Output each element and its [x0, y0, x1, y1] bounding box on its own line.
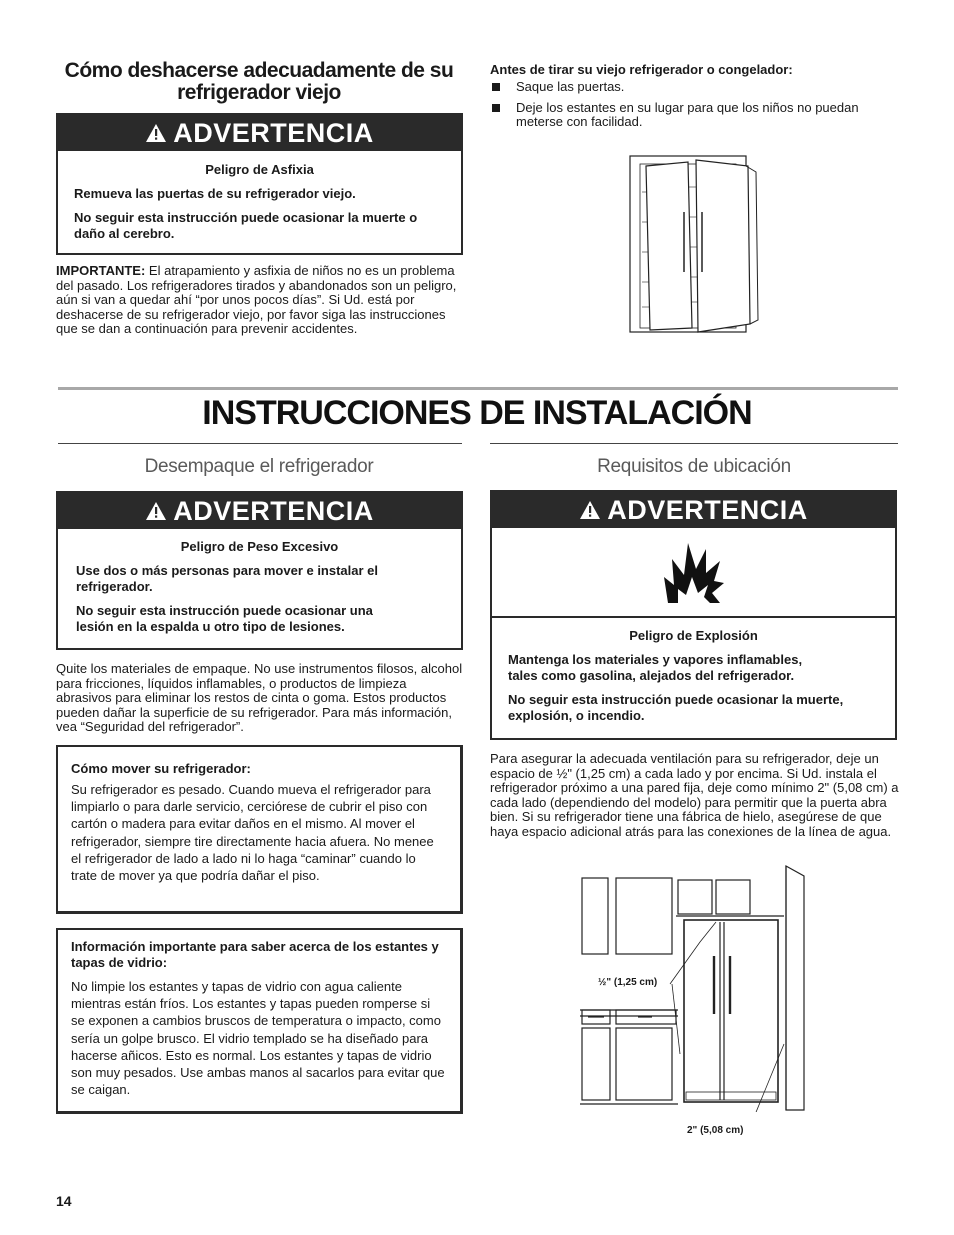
important-label: IMPORTANTE: — [56, 263, 146, 278]
warning-triangle-icon — [145, 123, 167, 143]
warning-line-2: No seguir esta instrucción puede ocasionar la muerte o daño al cerebro. — [74, 210, 418, 241]
list-item-text: Deje los estantes en su lugar para que los niños no puedan meterse con facilidad. — [516, 99, 859, 130]
warning-triangle-icon — [579, 500, 601, 520]
warning-header — [58, 115, 461, 151]
disposal-title: Cómo deshacerse adecuadamente de su refrigerador viejo — [64, 59, 454, 104]
clearance-diagram — [580, 864, 810, 1112]
important-text: El atrapamiento y asfixia de niños no es un problema del pasado. Los refrigeradores tirados y abandonados son un peligro, aún si van a quedar ahí “por unos pocos días”. Si Ud. está por deshacerse de su refrigerador viejo, por favor siga las instrucciones que se dan a continuación para prevenir accidentes. — [56, 263, 457, 337]
explosion-warning-box — [490, 490, 897, 740]
page-number: 14 — [56, 1193, 72, 1209]
warning-line-1: Use dos o más personas para mover e instalar el refrigerador. — [76, 563, 379, 594]
moving-info-box — [56, 745, 463, 914]
warning-header — [492, 492, 895, 528]
section-divider — [58, 387, 898, 390]
warning-header — [58, 493, 461, 529]
disposal-bullet-list — [490, 80, 890, 130]
bullet-icon — [492, 83, 500, 91]
warning-hazard: Peligro de Asfixia — [205, 162, 314, 177]
warning-hazard: Peligro de Explosión — [629, 628, 758, 643]
warning-line-1: Remueva las puertas de su refrigerador viejo. — [74, 186, 356, 201]
warning-triangle-icon — [145, 501, 167, 521]
unpack-title: Desempaque el refrigerador — [144, 456, 374, 477]
warning-line-1: Mantenga los materiales y vapores inflamables, tales como gasolina, alejados del refrigerador. — [508, 652, 803, 683]
warning-header-text: ADVERTENCIA — [173, 495, 374, 526]
bullet-icon — [492, 104, 500, 112]
weight-warning-box — [56, 491, 463, 650]
list-item-text: Saque las puertas. — [516, 79, 625, 94]
glass-info-box — [56, 928, 463, 1114]
warning-line-2: No seguir esta instrucción puede ocasionar la muerte, explosión, o incendio. — [508, 692, 844, 723]
moving-box-text: Su refrigerador es pesado. Cuando mueva el refrigerador para limpiarlo o para darle servicio, cerciórese de cubrir el piso con cartón o madera para evitar daños en el mismo. Al mover el refrigerador, siempre tire directamente hacia afuera. No menee el refrigerador de lado a lado ni lo haga “caminar” cuando lo trate de mover ya que podría dañar el piso. — [71, 782, 434, 884]
warning-header-text: ADVERTENCIA — [173, 117, 374, 148]
fridge-without-doors-illustration — [626, 152, 762, 342]
list-item — [490, 80, 890, 95]
two-inch-label: 2" (5,08 cm) — [687, 1125, 744, 1136]
column-rule-right — [490, 443, 898, 444]
explosion-symbol-area — [492, 528, 895, 618]
warning-hazard: Peligro de Peso Excesivo — [180, 539, 339, 554]
warning-line-2: No seguir esta instrucción puede ocasionar una lesión en la espalda u otro tipo de lesiones. — [76, 603, 373, 634]
warning-header-text: ADVERTENCIA — [607, 494, 808, 525]
half-inch-label: ½" (1,25 cm) — [598, 977, 658, 988]
page-title: INSTRUCCIONES DE INSTALACIÓN — [202, 394, 752, 432]
list-item — [490, 101, 890, 130]
glass-box-title: Información importante para saber acerca de los estantes y tapas de vidrio: — [71, 939, 439, 970]
unpack-paragraph: Quite los materiales de empaque. No use instrumentos filosos, alcohol para fricciones, líquidos inflamables, o productos de limpieza abrasivos para eliminar los restos de cinta o goma. Estos productos pueden dañar la superficie de su refrigerador. Para más información, vea “Seguridad del refrigerador”. — [56, 661, 463, 735]
asphyxia-warning-box — [56, 113, 463, 255]
before-disposal-title: Antes de tirar su viejo refrigerador o congelador: — [490, 62, 793, 77]
important-paragraph — [56, 264, 462, 337]
explosion-icon — [662, 539, 726, 605]
column-rule-left — [58, 443, 462, 444]
moving-box-title: Cómo mover su refrigerador: — [71, 761, 251, 776]
location-paragraph: Para asegurar la adecuada ventilación para su refrigerador, deje un espacio de ½" (1,25 cm) a cada lado y por encima. Si Ud. instala el refrigerador próximo a una pared fija, deje como mínimo 2" (5,08 cm) a cada lado (dependiendo del modelo) para permitir que la puerta abra bien. Si su refrigerador tiene una fábrica de hielo, asegúrese de que haya espacio adicional atrás para las conexiones de la línea de agua. — [490, 751, 899, 839]
location-title: Requisitos de ubicación — [597, 456, 791, 477]
glass-box-text: No limpie los estantes y tapas de vidrio con agua caliente mientras están fríos. Los estantes y tapas pueden romperse si se exponen a cambios bruscos de temperatura o impacto, como sería un golpe brusco. El vidrio templado se ha diseñado para hacerse añicos. Esto es normal. Los estantes y tapas de vidrio son muy pesados. Use ambas manos al sacarlos para evitar que se caigan. — [71, 979, 445, 1098]
